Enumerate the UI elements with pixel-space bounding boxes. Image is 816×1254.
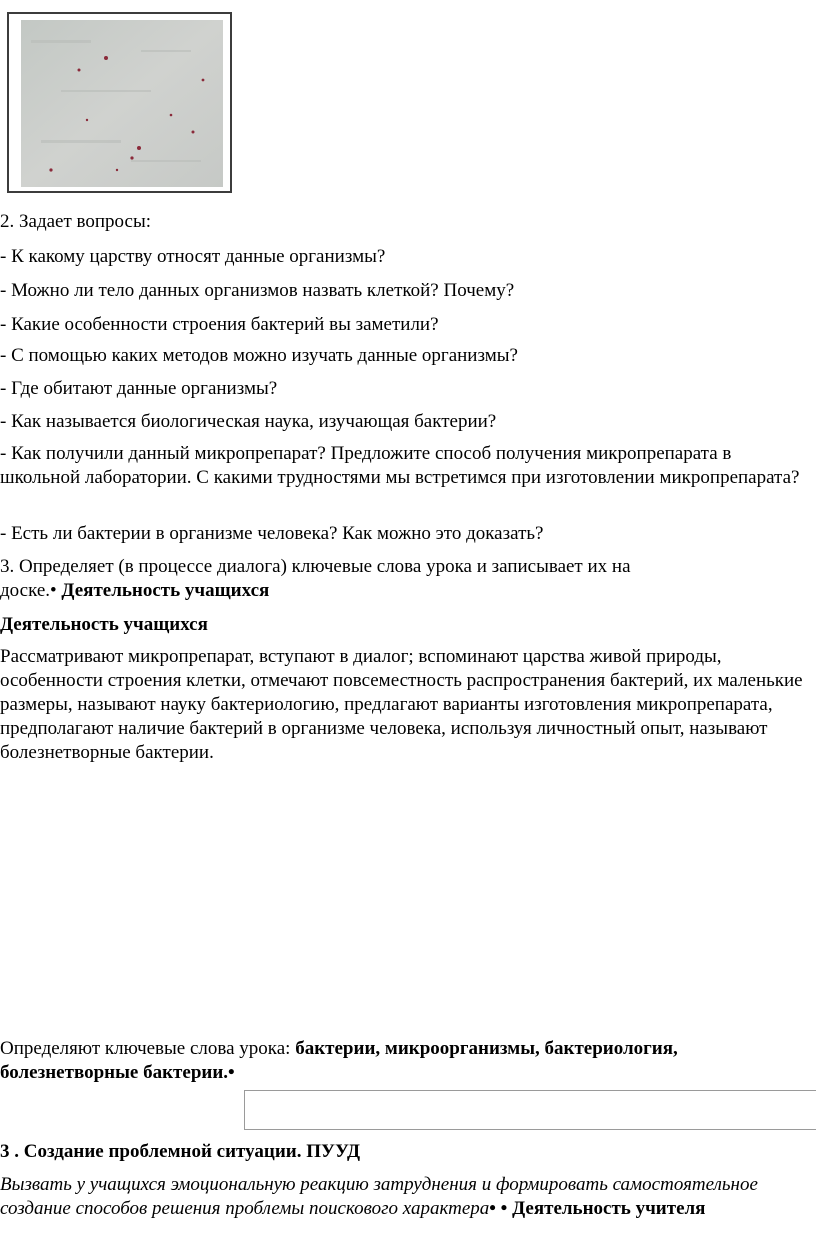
section-3-goal [0,1173,816,1221]
bullet-icon: • [50,580,57,601]
teacher-step-2: 2. Задает вопросы: [0,211,151,232]
students-heading [0,613,208,637]
bullet-icon: • [228,1062,235,1083]
students-activity-label: Деятельность учащихся [56,580,270,601]
empty-table-cell [244,1090,816,1130]
section-3-goal-text: Вызвать у учащихся эмоциональную реакцию затруднения и формировать самостоятельное создание способов решения проблемы поискового характера [0,1174,758,1219]
keywords-prefix: Определяют ключевые слова урока: [0,1038,296,1059]
figure-frame [7,12,232,193]
question-1: - К какому царству относят данные организмы? [0,246,386,267]
question-4: - С помощью каких методов можно изучать данные организмы? [0,345,518,366]
teacher-activity-label: Деятельность учителя [507,1198,706,1219]
students-paragraph: Рассматривают микропрепарат, вступают в диалог; вспоминают царства живой природы, особенности строения клетки, отмечают повсеместность распространения бактерий, их маленькие размеры, называют науку бактериологию, предлагают варианты изготовления микропрепарата, предполагают наличие бактерий в организме человека, используя личностный опыт, называют болезнетворные бактерии. [0,646,803,763]
question-8: - Есть ли бактерии в организме человека? Как можно это доказать? [0,523,544,544]
question-5: - Где обитают данные организмы? [0,378,278,399]
question-2: - Можно ли тело данных организмов назвать клеткой? Почему? [0,280,515,301]
section-3-heading [0,1140,360,1164]
keywords-list: бактерии, микроорганизмы, бактериология, болезнетворные бактерии. [0,1038,678,1083]
students-heading-text: Деятельность учащихся [0,614,208,635]
keywords-paragraph [0,1037,816,1085]
teacher-step-3-continued [0,579,269,603]
section-3-heading-text: 3 . Создание проблемной ситуации. ПУУД [0,1141,361,1162]
micrograph-icon [21,20,223,187]
teacher-step-3: 3. Определяет (в процессе диалога) ключевые слова урока и записывает их на [0,556,631,577]
question-7: - Как получили данный микропрепарат? Предложите способ получения микропрепарата в школьной лаборатории. С какими трудностями мы встретимся при изготовлении микропрепарата? [0,443,800,488]
micrograph-image [21,20,223,187]
question-6: - Как называется биологическая наука, изучающая бактерии? [0,411,497,432]
question-3: - Какие особенности строения бактерий вы заметили? [0,314,439,335]
bullet-icon: • • [489,1198,508,1219]
step-3-tail: доске. [0,580,51,601]
